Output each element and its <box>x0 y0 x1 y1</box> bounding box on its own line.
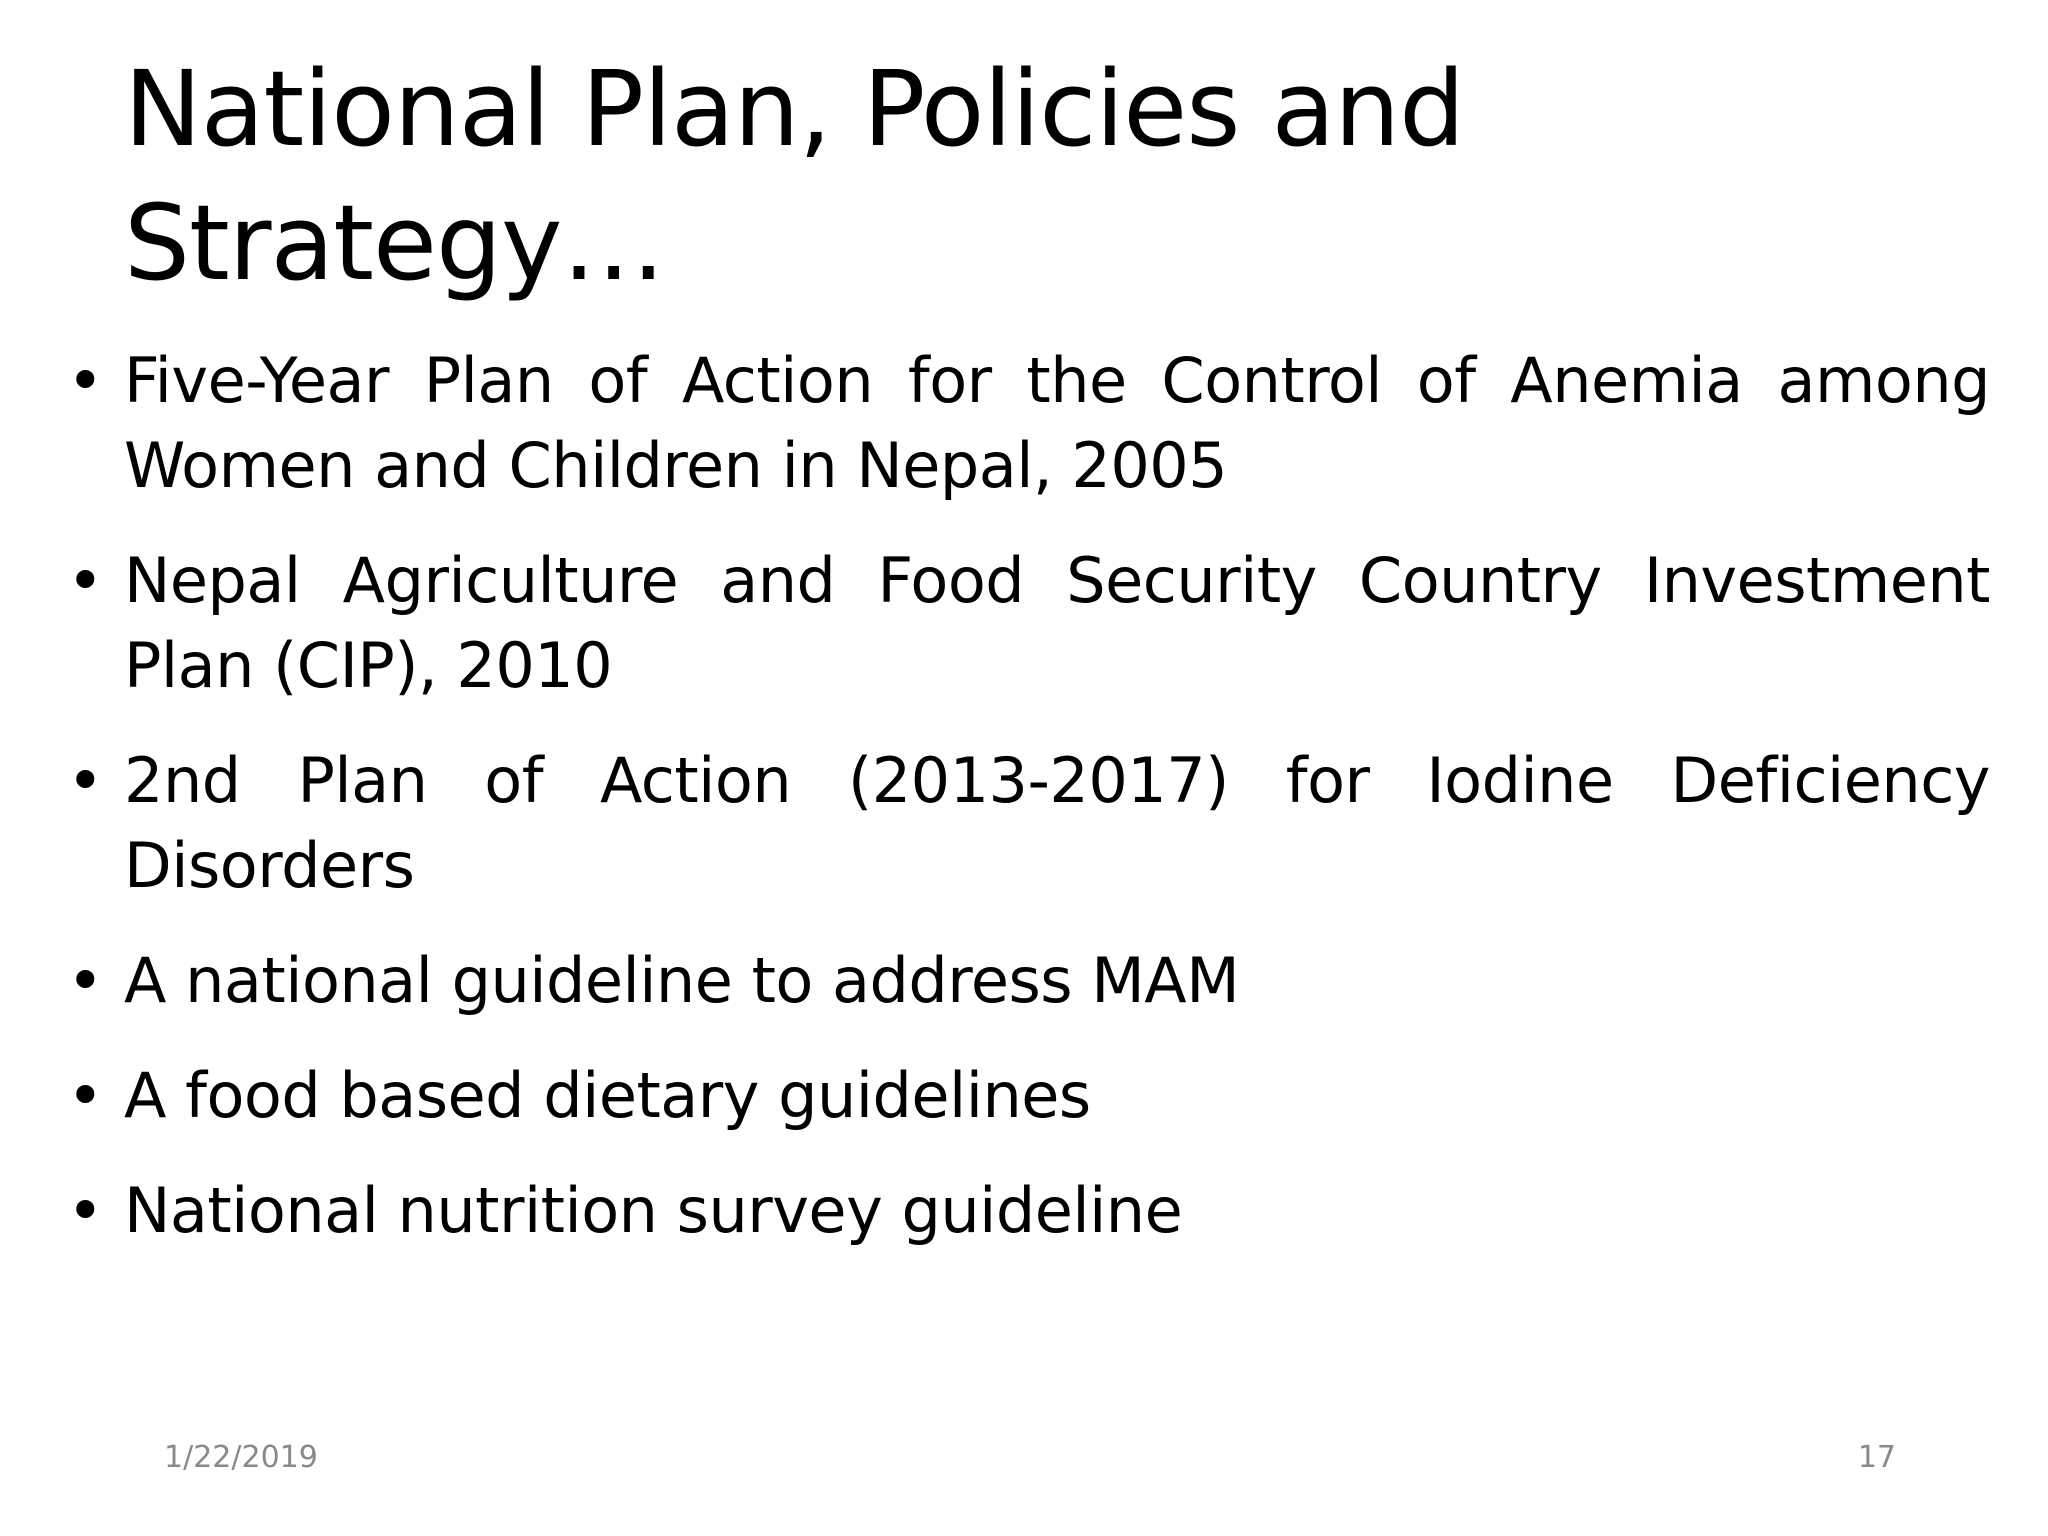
bullet-icon: • <box>67 1174 104 1247</box>
bullet-list <box>0 338 2048 1283</box>
bullet-text: Nepal Agriculture and Food Security Country Investment Plan (CIP), 2010 <box>124 544 1990 702</box>
bullet-item <box>67 338 1990 508</box>
slide-title: National Plan, Policies and Strategy… <box>124 48 1465 304</box>
footer-date: 1/22/2019 <box>164 1440 318 1475</box>
bullet-text: A national guideline to address MAM <box>124 944 1240 1017</box>
footer-page-number: 17 <box>1857 1440 1896 1475</box>
bullet-icon: • <box>67 1059 104 1132</box>
bullet-icon: • <box>67 944 104 1017</box>
bullet-icon: • <box>67 544 104 617</box>
bullet-item <box>67 738 1990 908</box>
bullet-icon: • <box>67 744 104 817</box>
bullet-text: Five-Year Plan of Action for the Control of Anemia among Women and Children in Nepal, 2005 <box>124 344 1990 502</box>
bullet-item <box>67 1168 1990 1253</box>
bullet-icon: • <box>67 344 104 417</box>
bullet-item <box>67 938 1990 1023</box>
bullet-item <box>67 538 1990 708</box>
bullet-item <box>67 1053 1990 1138</box>
bullet-text: A food based dietary guidelines <box>124 1059 1091 1132</box>
bullet-text: National nutrition survey guideline <box>124 1174 1183 1247</box>
bullet-text: 2nd Plan of Action (2013-2017) for Iodine Deficiency Disorders <box>124 744 1990 902</box>
